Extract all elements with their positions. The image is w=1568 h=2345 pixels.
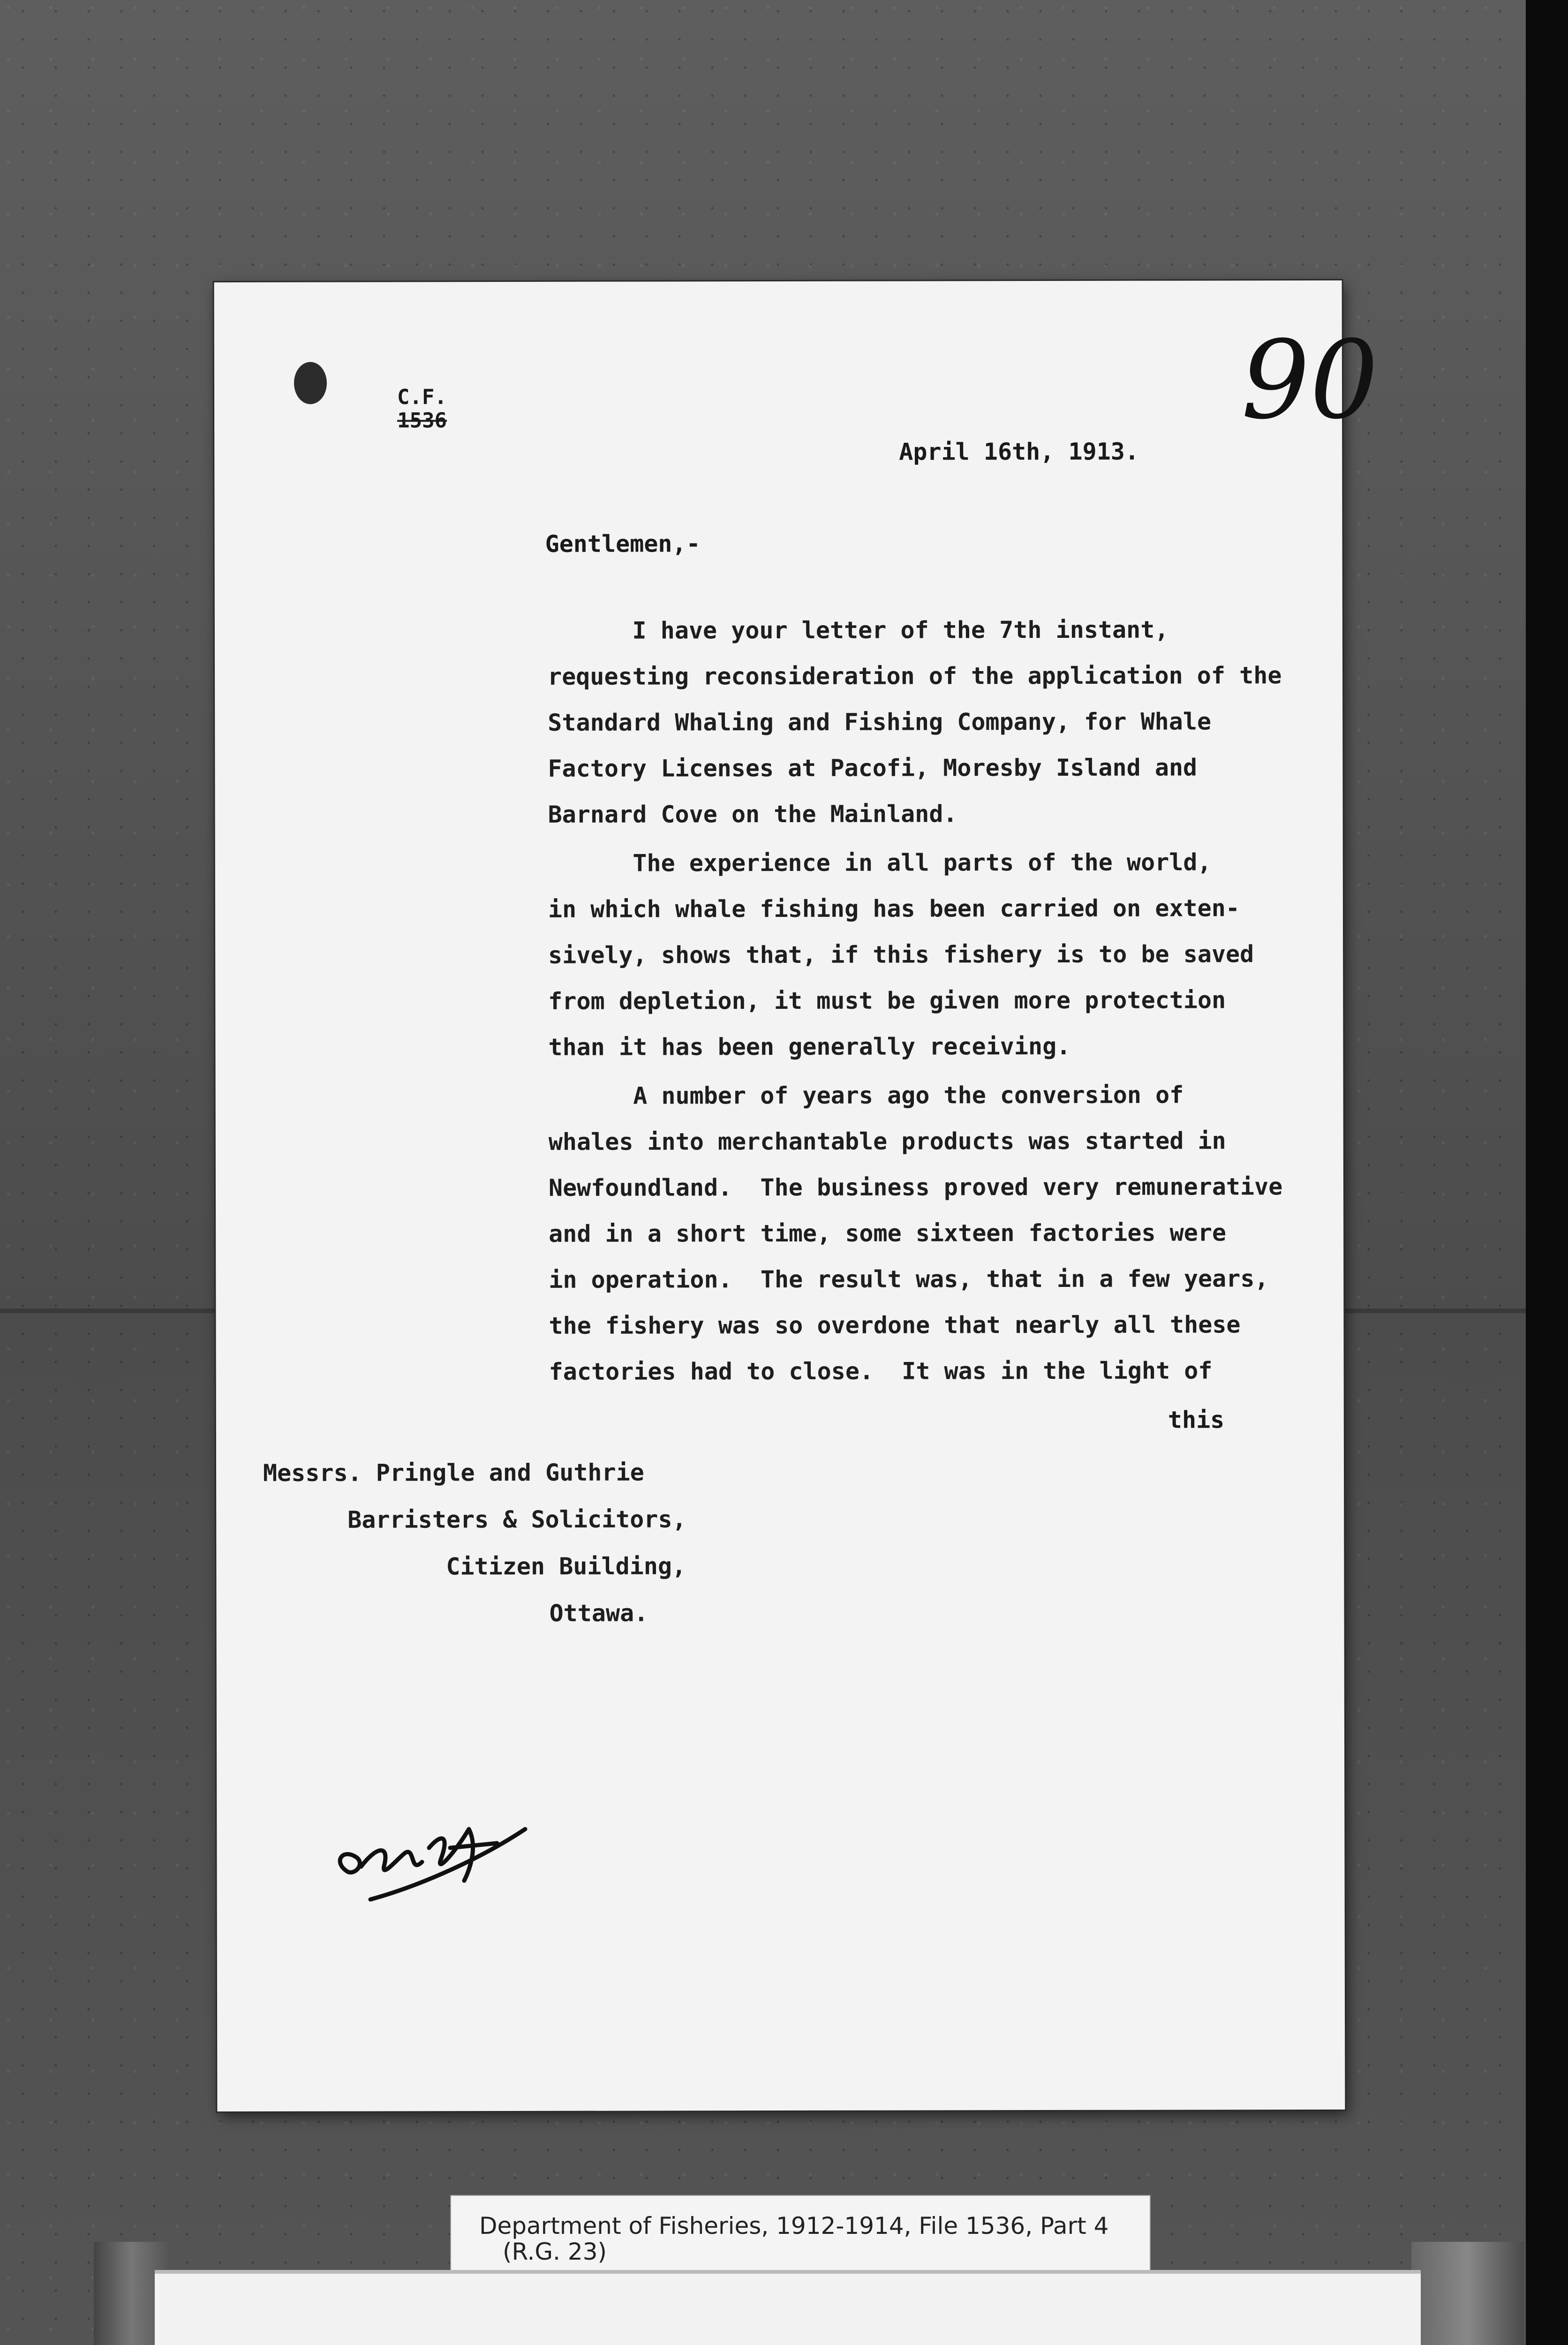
body-line: the fishery was so overdone that nearly all these xyxy=(549,1311,1241,1339)
body-line: and in a short time, some sixteen factories were xyxy=(549,1219,1227,1248)
body-line: The experience in all parts of the world, xyxy=(548,848,1212,877)
archive-reference-rg: (R.G. 23) xyxy=(503,2238,607,2265)
body-line: Standard Whaling and Fishing Company, for Whale xyxy=(548,708,1212,736)
frame-glass-right xyxy=(1411,2242,1524,2345)
address-line: Messrs. Pringle and Guthrie xyxy=(263,1459,644,1487)
body-line: than it has been generally receiving. xyxy=(548,1032,1071,1061)
public-archives-card xyxy=(155,2270,1421,2345)
body-line: Barnard Cove on the Mainland. xyxy=(548,800,957,828)
black-frame-edge xyxy=(1526,0,1568,2345)
letter-date: April 16th, 1913. xyxy=(899,438,1139,466)
archive-reference-line: Department of Fisheries, 1912-1914, File 1536, Part 4 xyxy=(479,2212,1109,2239)
body-line: from depletion, it must be given more protection xyxy=(548,986,1226,1015)
catchword: this xyxy=(1168,1406,1225,1434)
body-line: Newfoundland. The business proved very remunerative xyxy=(548,1173,1283,1202)
address-line: Ottawa. xyxy=(549,1599,648,1627)
file-mark: C.F. xyxy=(397,385,447,409)
address-line: Barristers & Solicitors, xyxy=(347,1505,686,1534)
body-line: requesting reconsideration of the application of the xyxy=(548,662,1282,690)
body-line: factories had to close. It was in the light of xyxy=(549,1357,1213,1385)
body-line: Factory Licenses at Pacofi, Moresby Island and xyxy=(548,754,1198,782)
body-line: in which whale fishing has been carried on exten- xyxy=(548,894,1240,923)
punch-hole xyxy=(294,362,327,404)
archive-reference-label xyxy=(450,2195,1151,2272)
page-number: 90 xyxy=(1241,318,1379,444)
body-line: whales into merchantable products was started in xyxy=(548,1127,1226,1156)
body-line: I have your letter of the 7th instant, xyxy=(547,616,1169,644)
file-mark-struck: 1536 xyxy=(397,408,447,433)
handwritten-initials xyxy=(328,1778,544,1914)
body-line: A number of years ago the conversion of xyxy=(548,1081,1184,1110)
address-line: Citizen Building, xyxy=(446,1552,686,1581)
body-line: in operation. The result was, that in a few years, xyxy=(549,1265,1269,1294)
body-line: sively, shows that, if this fishery is to be saved xyxy=(548,940,1254,969)
salutation: Gentlemen,- xyxy=(545,530,701,558)
